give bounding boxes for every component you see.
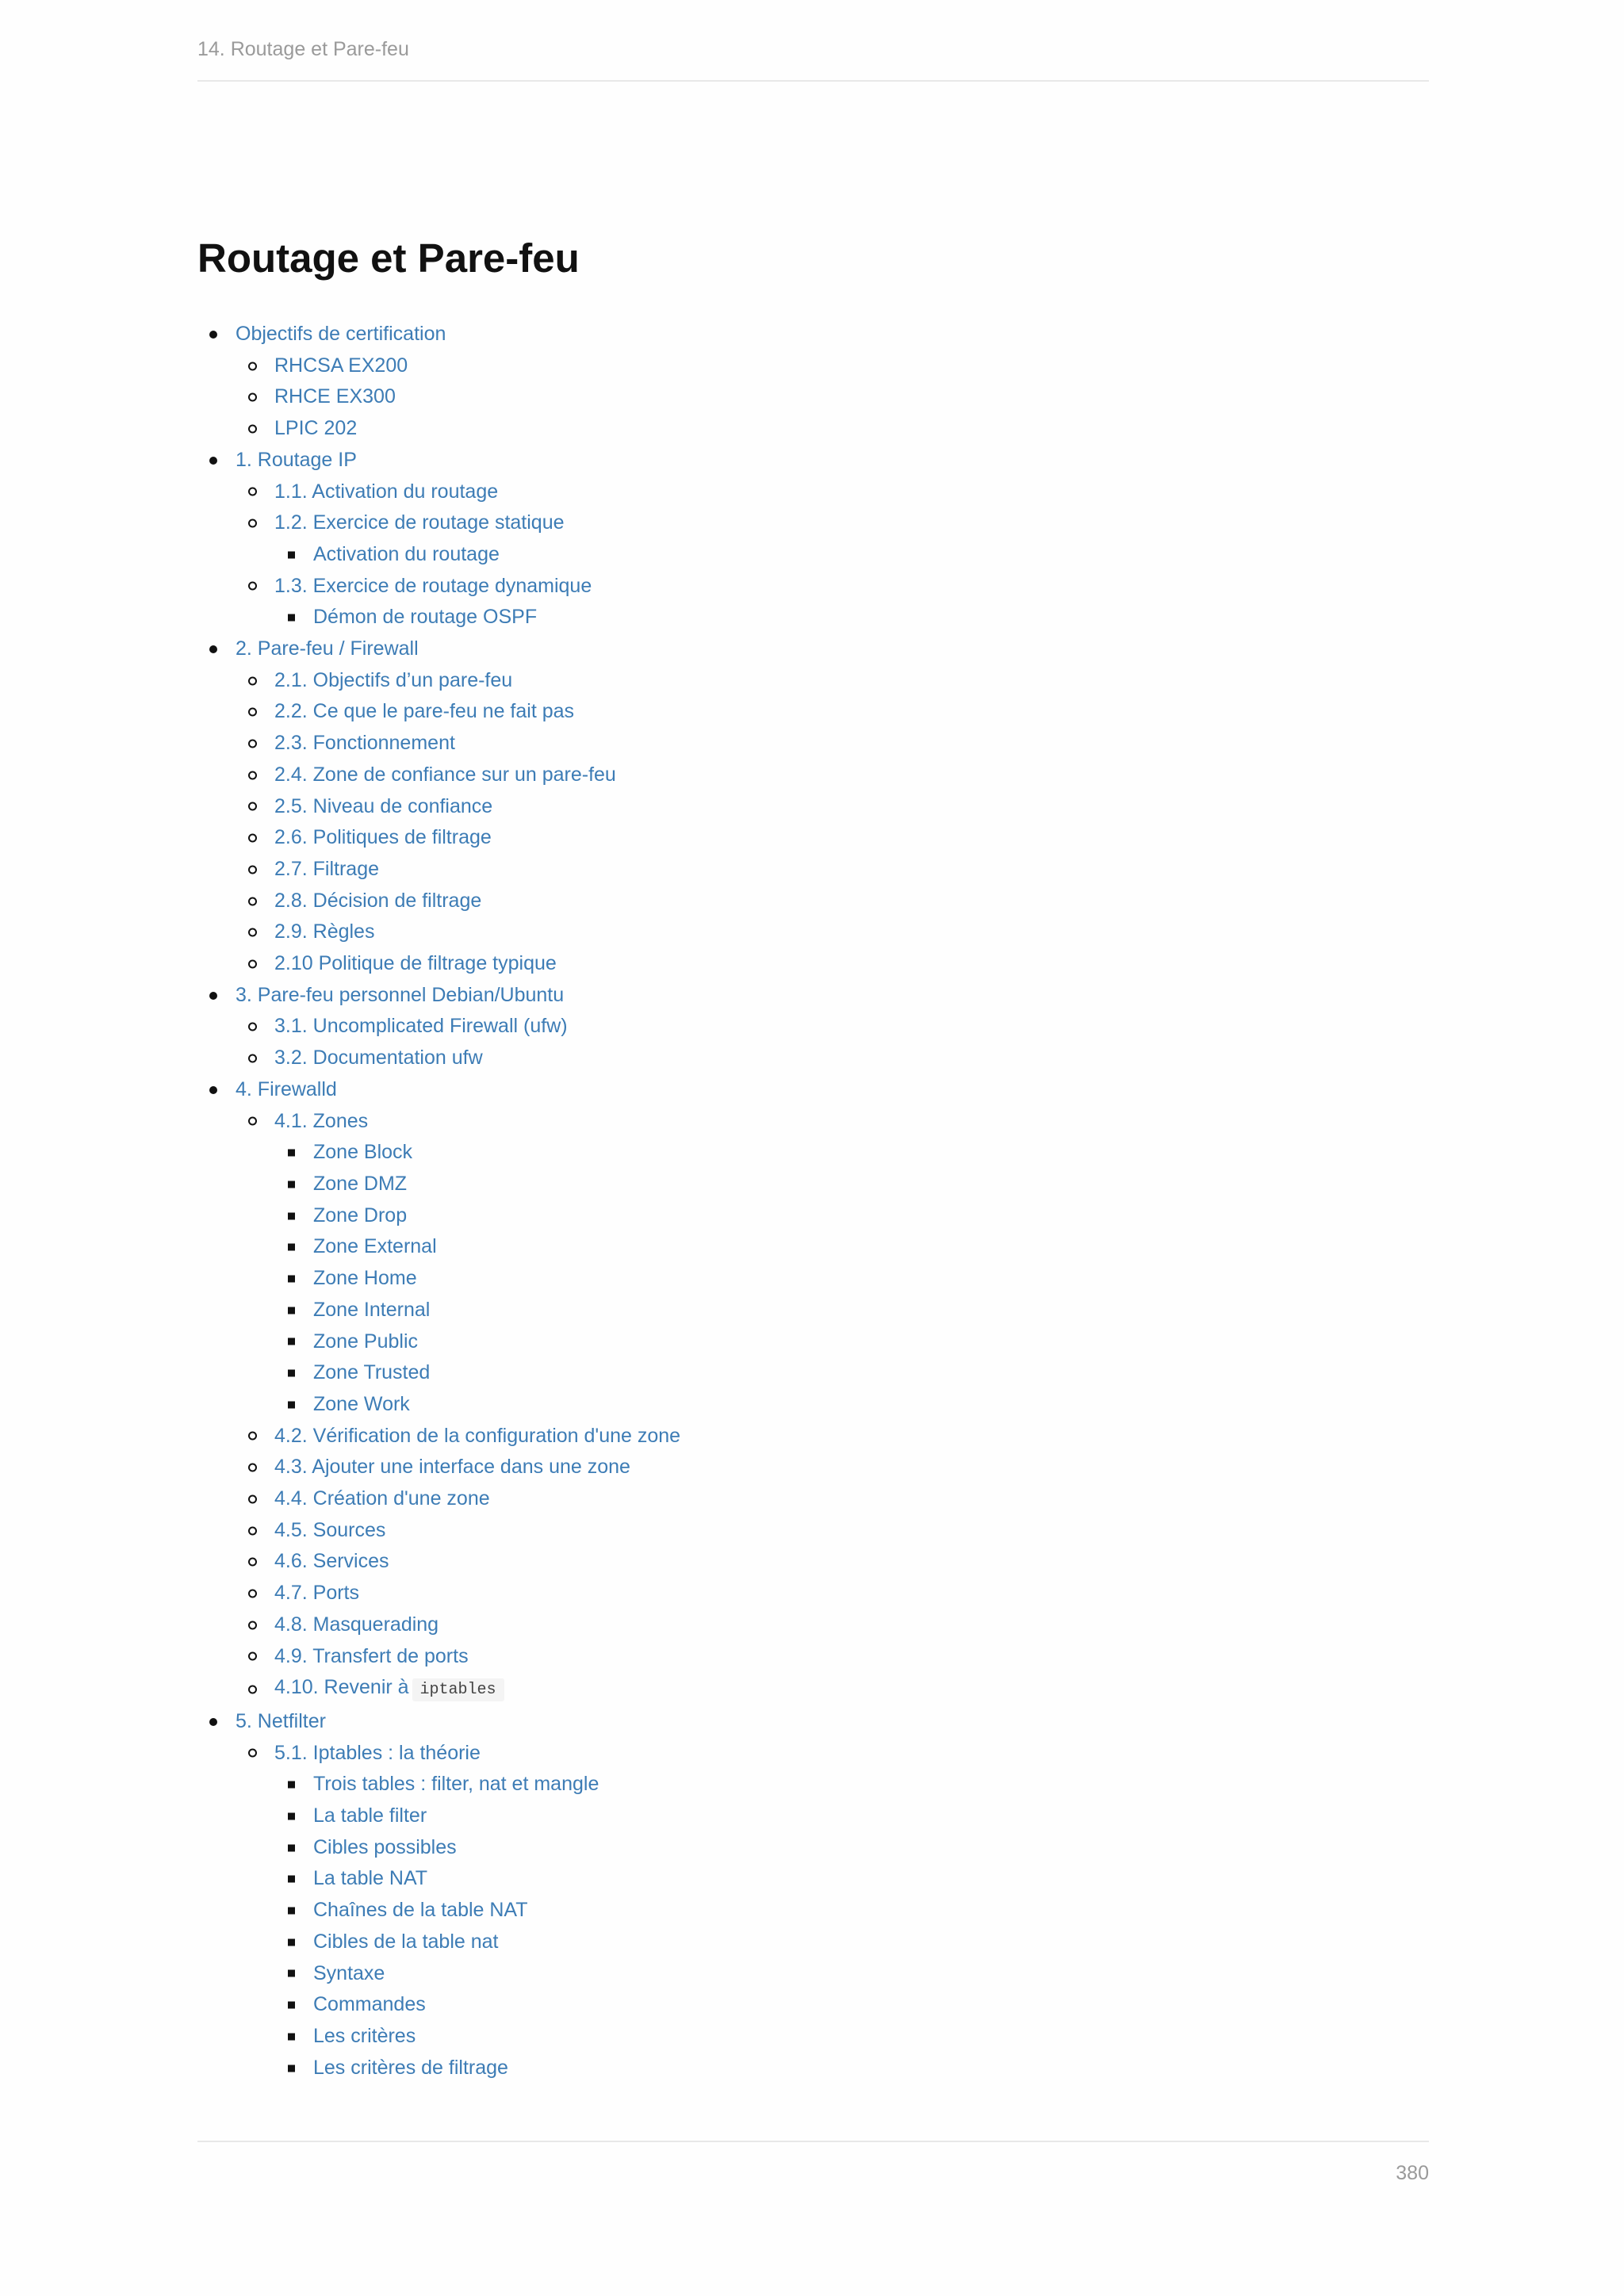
toc-link[interactable]: 1.3. Exercice de routage dynamique — [274, 574, 592, 597]
circle-bullet-icon — [248, 488, 257, 496]
toc-link[interactable]: Activation du routage — [313, 542, 500, 565]
toc-link[interactable]: 1.1. Activation du routage — [274, 480, 499, 503]
toc-link[interactable]: 5. Netfilter — [236, 1709, 326, 1732]
toc-link[interactable]: 4.4. Création d'une zone — [274, 1487, 490, 1510]
toc-link[interactable]: La table filter — [313, 1804, 427, 1827]
circle-bullet-icon — [248, 1685, 257, 1693]
square-bullet-icon — [288, 1338, 295, 1345]
toc-link[interactable]: Zone Trusted — [313, 1361, 431, 1384]
toc-link[interactable]: RHCE EX300 — [274, 385, 396, 408]
toc-item-level-2 — [197, 1546, 680, 1578]
toc-link[interactable]: Chaînes de la table NAT — [313, 1899, 528, 1922]
disc-bullet-icon — [209, 331, 217, 339]
circle-bullet-icon — [248, 865, 257, 874]
disc-bullet-icon — [209, 1718, 217, 1726]
toc-item-level-3 — [197, 2021, 680, 2053]
square-bullet-icon — [288, 1150, 295, 1157]
toc-item-level-2 — [197, 886, 680, 917]
toc-item-level-2 — [197, 1043, 680, 1074]
toc-link[interactable]: Trois tables : filter, nat et mangle — [313, 1773, 599, 1796]
circle-bullet-icon — [248, 1526, 257, 1535]
toc-link[interactable]: 4.1. Zones — [274, 1109, 369, 1132]
disc-bullet-icon — [209, 1086, 217, 1094]
toc-item-level-2 — [197, 1011, 680, 1043]
toc-item-level-3 — [197, 1389, 680, 1421]
toc-item-level-3 — [197, 1989, 680, 2021]
toc-item-level-3 — [197, 539, 680, 571]
toc-item-level-1 — [197, 1074, 680, 1106]
circle-bullet-icon — [248, 1652, 257, 1661]
square-bullet-icon — [288, 1181, 295, 1188]
toc-item-level-3 — [197, 1863, 680, 1895]
toc-item-level-2 — [197, 413, 680, 445]
square-bullet-icon — [288, 2002, 295, 2009]
toc-link[interactable]: 4.3. Ajouter une interface dans une zone — [274, 1456, 630, 1479]
toc-item-level-2 — [197, 822, 680, 854]
toc-item-level-3 — [197, 1200, 680, 1232]
square-bullet-icon — [288, 1370, 295, 1377]
toc-link[interactable]: 4.8. Masquerading — [274, 1613, 439, 1636]
circle-bullet-icon — [248, 1054, 257, 1063]
toc-link[interactable]: 1. Routage IP — [236, 448, 357, 471]
square-bullet-icon — [288, 2033, 295, 2040]
toc-list — [197, 319, 680, 2084]
square-bullet-icon — [288, 1844, 295, 1851]
square-bullet-icon — [288, 551, 295, 558]
running-header: 14. Routage et Pare-feu — [197, 38, 409, 60]
toc-item-level-2 — [197, 696, 680, 728]
square-bullet-icon — [288, 2064, 295, 2072]
circle-bullet-icon — [248, 1494, 257, 1503]
toc-item-level-3 — [197, 1958, 680, 1990]
toc-link[interactable]: Zone Drop — [313, 1203, 408, 1226]
toc-link[interactable]: Syntaxe — [313, 1961, 385, 1984]
toc-item-level-1 — [197, 980, 680, 1012]
circle-bullet-icon — [248, 362, 257, 370]
toc-link[interactable]: 3. Pare-feu personnel Debian/Ubuntu — [236, 983, 565, 1006]
toc-link[interactable]: Zone Public — [313, 1330, 419, 1353]
circle-bullet-icon — [248, 802, 257, 811]
toc-link[interactable]: 2.9. Règles — [274, 920, 375, 943]
toc-link[interactable]: Les critères — [313, 2024, 416, 2047]
square-bullet-icon — [288, 1212, 295, 1219]
toc-item-level-2 — [197, 791, 680, 823]
toc-item-level-3 — [197, 1927, 680, 1958]
circle-bullet-icon — [248, 1589, 257, 1598]
disc-bullet-icon — [209, 457, 217, 465]
square-bullet-icon — [288, 1401, 295, 1408]
toc-link[interactable]: Les critères de filtrage — [313, 2056, 508, 2079]
toc-link[interactable]: 2. Pare-feu / Firewall — [236, 637, 419, 660]
toc-link[interactable]: 4.10. Revenir à — [274, 1676, 409, 1699]
toc-item-level-2 — [197, 1421, 680, 1452]
circle-bullet-icon — [248, 1464, 257, 1472]
square-bullet-icon — [288, 1275, 295, 1282]
toc-link[interactable]: Zone External — [313, 1235, 437, 1258]
toc-item-level-2 — [197, 854, 680, 886]
toc-item-level-3 — [197, 1231, 680, 1263]
square-bullet-icon — [288, 614, 295, 622]
toc-item-level-2 — [197, 1609, 680, 1641]
toc-link[interactable]: Zone Internal — [313, 1298, 431, 1321]
circle-bullet-icon — [248, 897, 257, 905]
circle-bullet-icon — [248, 1432, 257, 1441]
toc-item-level-2 — [197, 1452, 680, 1483]
square-bullet-icon — [288, 1908, 295, 1915]
circle-bullet-icon — [248, 928, 257, 937]
toc-link[interactable]: Zone Block — [313, 1141, 413, 1164]
toc-link[interactable]: 2.3. Fonctionnement — [274, 732, 455, 755]
circle-bullet-icon — [248, 519, 257, 528]
toc-link[interactable]: Zone Work — [313, 1392, 410, 1415]
toc-item-level-3 — [197, 1769, 680, 1800]
toc-item-level-3 — [197, 1326, 680, 1358]
circle-bullet-icon — [248, 1023, 257, 1031]
toc-link[interactable]: 1.2. Exercice de routage statique — [274, 511, 565, 534]
toc-link[interactable]: LPIC 202 — [274, 417, 358, 440]
toc-link[interactable]: 3.1. Uncomplicated Firewall (ufw) — [274, 1015, 568, 1038]
toc-item-level-2 — [197, 571, 680, 603]
toc-item-level-2 — [197, 1672, 680, 1706]
square-bullet-icon — [288, 1970, 295, 1977]
footer-divider — [197, 2141, 1429, 2142]
toc-link[interactable]: 4.9. Transfert de ports — [274, 1644, 469, 1667]
toc-link[interactable]: 4.6. Services — [274, 1550, 389, 1573]
table-of-contents — [197, 319, 680, 2084]
toc-link[interactable]: 2.7. Filtrage — [274, 857, 380, 880]
circle-bullet-icon — [248, 1117, 257, 1126]
toc-link[interactable]: 5.1. Iptables : la théorie — [274, 1741, 481, 1764]
toc-item-level-2 — [197, 1106, 680, 1138]
circle-bullet-icon — [248, 1621, 257, 1629]
toc-link[interactable]: RHCSA EX200 — [274, 354, 408, 377]
toc-item-level-3 — [197, 1357, 680, 1389]
disc-bullet-icon — [209, 992, 217, 1000]
toc-link[interactable]: 3.2. Documentation ufw — [274, 1047, 483, 1070]
toc-link[interactable]: 4.7. Ports — [274, 1582, 359, 1605]
toc-item-level-2 — [197, 1738, 680, 1770]
circle-bullet-icon — [248, 708, 257, 717]
toc-item-level-2 — [197, 381, 680, 413]
toc-link[interactable]: 2.8. Décision de filtrage — [274, 889, 482, 912]
toc-item-level-3 — [197, 1800, 680, 1832]
toc-link[interactable]: 4.5. Sources — [274, 1518, 386, 1541]
toc-item-level-1 — [197, 633, 680, 665]
toc-link[interactable]: Zone Home — [313, 1267, 417, 1290]
toc-link[interactable]: 2.10 Politique de filtrage typique — [274, 952, 557, 975]
page-number: 380 — [1396, 2162, 1429, 2184]
toc-item-level-3 — [197, 1832, 680, 1864]
circle-bullet-icon — [248, 771, 257, 779]
toc-item-level-3 — [197, 1169, 680, 1200]
toc-link[interactable]: 2.4. Zone de confiance sur un pare-feu — [274, 763, 616, 786]
toc-item-level-2 — [197, 350, 680, 382]
toc-item-level-3 — [197, 1895, 680, 1927]
page-title: Routage et Pare-feu — [197, 235, 580, 281]
toc-item-level-2 — [197, 507, 680, 539]
square-bullet-icon — [288, 1244, 295, 1251]
toc-link[interactable]: 2.2. Ce que le pare-feu ne fait pas — [274, 700, 575, 723]
toc-link[interactable]: Commandes — [313, 1993, 426, 2016]
toc-item-level-3 — [197, 602, 680, 633]
toc-link[interactable]: La table NAT — [313, 1867, 428, 1890]
toc-link[interactable]: 4. Firewalld — [236, 1077, 337, 1100]
toc-link[interactable]: Cibles possibles — [313, 1835, 457, 1858]
toc-item-level-1 — [197, 319, 680, 350]
disc-bullet-icon — [209, 645, 217, 653]
toc-item-level-2 — [197, 1483, 680, 1515]
toc-link[interactable]: 2.1. Objectifs d’un pare-feu — [274, 668, 513, 691]
toc-item-level-3 — [197, 1137, 680, 1169]
circle-bullet-icon — [248, 739, 257, 748]
square-bullet-icon — [288, 1307, 295, 1314]
toc-link[interactable]: 2.5. Niveau de confiance — [274, 794, 493, 817]
toc-item-level-2 — [197, 1641, 680, 1673]
toc-link[interactable]: 2.6. Politiques de filtrage — [274, 826, 492, 849]
toc-item-level-3 — [197, 2053, 680, 2084]
circle-bullet-icon — [248, 393, 257, 402]
toc-link[interactable]: 4.2. Vérification de la configuration d'une zone — [274, 1424, 681, 1447]
circle-bullet-icon — [248, 582, 257, 591]
circle-bullet-icon — [248, 424, 257, 433]
toc-item-level-2 — [197, 760, 680, 791]
inline-code: iptables — [412, 1678, 504, 1701]
toc-link[interactable]: Objectifs de certification — [236, 323, 446, 345]
toc-item-level-2 — [197, 728, 680, 760]
toc-item-level-2 — [197, 665, 680, 697]
toc-item-level-3 — [197, 1295, 680, 1326]
toc-item-level-2 — [197, 1578, 680, 1609]
toc-item-level-1 — [197, 1706, 680, 1738]
circle-bullet-icon — [248, 834, 257, 843]
toc-link[interactable]: Zone DMZ — [313, 1172, 408, 1195]
toc-item-level-2 — [197, 948, 680, 980]
toc-link[interactable]: Démon de routage OSPF — [313, 606, 538, 629]
toc-item-level-3 — [197, 1263, 680, 1295]
circle-bullet-icon — [248, 1749, 257, 1758]
toc-item-level-2 — [197, 916, 680, 948]
header-divider — [197, 80, 1429, 82]
circle-bullet-icon — [248, 959, 257, 968]
toc-item-level-2 — [197, 476, 680, 508]
square-bullet-icon — [288, 1938, 295, 1946]
square-bullet-icon — [288, 1781, 295, 1789]
square-bullet-icon — [288, 1876, 295, 1883]
toc-link[interactable]: Cibles de la table nat — [313, 1930, 499, 1953]
toc-item-level-2 — [197, 1515, 680, 1547]
toc-item-level-1 — [197, 445, 680, 476]
square-bullet-icon — [288, 1812, 295, 1820]
circle-bullet-icon — [248, 676, 257, 685]
circle-bullet-icon — [248, 1558, 257, 1567]
